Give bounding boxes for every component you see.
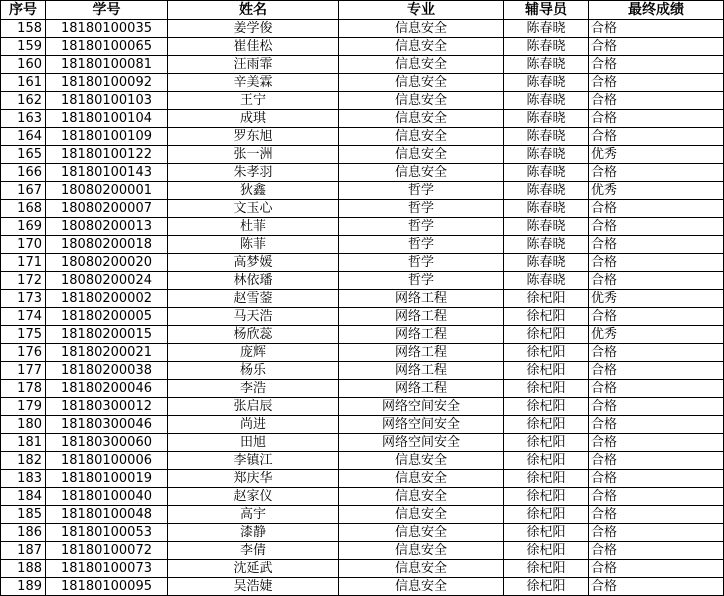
student-id-cell[interactable]: 18180100073 [46,560,168,578]
table-row [1,146,724,164]
student-name-cell[interactable]: 杨欣蕊 [168,326,339,344]
student-id-cell[interactable]: 18180200002 [46,290,168,308]
student-name-cell[interactable]: 文玉心 [168,200,339,218]
advisor-cell[interactable]: 徐杞阳 [504,434,589,452]
major-cell[interactable]: 哲学 [339,254,504,272]
table-row [1,488,724,506]
student-name-cell[interactable]: 罗东旭 [168,128,339,146]
final-grade-cell[interactable]: 合格 [589,272,724,290]
row-index-cell[interactable]: 168 [1,200,46,218]
student-name-cell[interactable]: 成琪 [168,110,339,128]
advisor-cell[interactable]: 徐杞阳 [504,506,589,524]
major-cell[interactable]: 信息安全 [339,560,504,578]
major-cell[interactable]: 信息安全 [339,56,504,74]
advisor-cell[interactable]: 徐杞阳 [504,542,589,560]
table-row [1,524,724,542]
row-index-cell[interactable]: 169 [1,218,46,236]
final-grade-cell[interactable]: 合格 [589,362,724,380]
advisor-cell[interactable]: 徐杞阳 [504,470,589,488]
advisor-cell[interactable]: 陈春晓 [504,74,589,92]
advisor-cell[interactable]: 陈春晓 [504,20,589,38]
final-grade-cell[interactable]: 优秀 [589,146,724,164]
major-cell[interactable]: 信息安全 [339,506,504,524]
major-cell[interactable]: 信息安全 [339,20,504,38]
row-index-cell[interactable]: 172 [1,272,46,290]
student-id-cell[interactable]: 18180200021 [46,344,168,362]
student-id-cell[interactable]: 18180100103 [46,92,168,110]
student-id-cell[interactable]: 18180100109 [46,128,168,146]
table-body [1,20,724,596]
row-index-cell[interactable]: 174 [1,308,46,326]
advisor-cell[interactable]: 陈春晓 [504,128,589,146]
major-cell[interactable]: 网络工程 [339,380,504,398]
student-name-cell[interactable]: 沈延武 [168,560,339,578]
row-index-cell[interactable]: 189 [1,578,46,596]
student-id-cell[interactable]: 18080200013 [46,218,168,236]
student-name-cell[interactable]: 李浩 [168,380,339,398]
major-cell[interactable]: 信息安全 [339,92,504,110]
header-student-id: 学号 [46,1,168,20]
student-id-cell[interactable]: 18180300046 [46,416,168,434]
table-row [1,380,724,398]
final-grade-cell[interactable]: 合格 [589,506,724,524]
table-row [1,74,724,92]
advisor-cell[interactable]: 徐杞阳 [504,362,589,380]
row-index-cell[interactable]: 161 [1,74,46,92]
major-cell[interactable]: 信息安全 [339,578,504,596]
student-id-cell[interactable]: 18180100072 [46,542,168,560]
student-name-cell[interactable]: 田旭 [168,434,339,452]
student-id-cell[interactable]: 18180100019 [46,470,168,488]
row-index-cell[interactable]: 177 [1,362,46,380]
major-cell[interactable]: 信息安全 [339,488,504,506]
advisor-cell[interactable]: 陈春晓 [504,110,589,128]
final-grade-cell[interactable]: 合格 [589,200,724,218]
final-grade-cell[interactable]: 合格 [589,20,724,38]
student-name-cell[interactable]: 朱孝羽 [168,164,339,182]
student-id-cell[interactable]: 18080200001 [46,182,168,200]
student-name-cell[interactable]: 张启辰 [168,398,339,416]
advisor-cell[interactable]: 陈春晓 [504,218,589,236]
major-cell[interactable]: 信息安全 [339,470,504,488]
table-row [1,452,724,470]
student-name-cell[interactable]: 杨乐 [168,362,339,380]
table-row [1,38,724,56]
final-grade-cell[interactable]: 合格 [589,578,724,596]
major-cell[interactable]: 哲学 [339,218,504,236]
advisor-cell[interactable]: 陈春晓 [504,56,589,74]
row-index-cell[interactable]: 180 [1,416,46,434]
student-id-cell[interactable]: 18080200018 [46,236,168,254]
student-name-cell[interactable]: 赵家仪 [168,488,339,506]
major-cell[interactable]: 哲学 [339,200,504,218]
major-cell[interactable]: 信息安全 [339,128,504,146]
table-row [1,200,724,218]
final-grade-cell[interactable]: 合格 [589,452,724,470]
row-index-cell[interactable]: 182 [1,452,46,470]
student-name-cell[interactable]: 李倩 [168,542,339,560]
final-grade-cell[interactable]: 合格 [589,524,724,542]
row-index-cell[interactable]: 183 [1,470,46,488]
advisor-cell[interactable]: 陈春晓 [504,182,589,200]
student-name-cell[interactable]: 辛美霖 [168,74,339,92]
final-grade-cell[interactable]: 合格 [589,128,724,146]
student-id-cell[interactable]: 18180100081 [46,56,168,74]
student-name-cell[interactable]: 马天浩 [168,308,339,326]
student-name-cell[interactable]: 张一洲 [168,146,339,164]
student-name-cell[interactable]: 林依璠 [168,272,339,290]
major-cell[interactable]: 网络空间安全 [339,434,504,452]
advisor-cell[interactable]: 陈春晓 [504,146,589,164]
header-major: 专业 [339,1,504,20]
table-row [1,398,724,416]
table-row [1,56,724,74]
student-id-cell[interactable]: 18180300060 [46,434,168,452]
student-name-cell[interactable]: 赵雪蓥 [168,290,339,308]
table-row [1,434,724,452]
student-id-cell[interactable]: 18180100053 [46,524,168,542]
final-grade-cell[interactable]: 合格 [589,560,724,578]
row-index-cell[interactable]: 167 [1,182,46,200]
student-name-cell[interactable]: 高梦媛 [168,254,339,272]
advisor-cell[interactable]: 徐杞阳 [504,380,589,398]
row-index-cell[interactable]: 162 [1,92,46,110]
student-name-cell[interactable]: 王宁 [168,92,339,110]
row-index-cell[interactable]: 165 [1,146,46,164]
final-grade-cell[interactable]: 合格 [589,74,724,92]
student-name-cell[interactable]: 郑庆华 [168,470,339,488]
major-cell[interactable]: 网络工程 [339,290,504,308]
advisor-cell[interactable]: 徐杞阳 [504,290,589,308]
advisor-cell[interactable]: 徐杞阳 [504,416,589,434]
student-id-cell[interactable]: 18180100040 [46,488,168,506]
major-cell[interactable]: 哲学 [339,236,504,254]
student-id-cell[interactable]: 18180200038 [46,362,168,380]
row-index-cell[interactable]: 166 [1,164,46,182]
advisor-cell[interactable]: 陈春晓 [504,200,589,218]
student-name-cell[interactable]: 杜菲 [168,218,339,236]
row-index-cell[interactable]: 160 [1,56,46,74]
final-grade-cell[interactable]: 合格 [589,308,724,326]
row-index-cell[interactable]: 185 [1,506,46,524]
student-id-cell[interactable]: 18180200005 [46,308,168,326]
row-index-cell[interactable]: 186 [1,524,46,542]
major-cell[interactable]: 网络工程 [339,308,504,326]
major-cell[interactable]: 信息安全 [339,164,504,182]
final-grade-cell[interactable]: 合格 [589,416,724,434]
header-name: 姓名 [168,1,339,20]
advisor-cell[interactable]: 徐杞阳 [504,488,589,506]
major-cell[interactable]: 信息安全 [339,524,504,542]
advisor-cell[interactable]: 徐杞阳 [504,560,589,578]
student-name-cell[interactable]: 漆静 [168,524,339,542]
student-name-cell[interactable]: 陈菲 [168,236,339,254]
student-id-cell[interactable]: 18080200020 [46,254,168,272]
advisor-cell[interactable]: 徐杞阳 [504,308,589,326]
table-row [1,254,724,272]
final-grade-cell[interactable]: 合格 [589,488,724,506]
student-name-cell[interactable]: 吴浩婕 [168,578,339,596]
student-name-cell[interactable]: 尚进 [168,416,339,434]
major-cell[interactable]: 信息安全 [339,452,504,470]
advisor-cell[interactable]: 徐杞阳 [504,578,589,596]
row-index-cell[interactable]: 159 [1,38,46,56]
major-cell[interactable]: 信息安全 [339,74,504,92]
table-row [1,182,724,200]
row-index-cell[interactable]: 179 [1,398,46,416]
major-cell[interactable]: 网络工程 [339,362,504,380]
row-index-cell[interactable]: 181 [1,434,46,452]
major-cell[interactable]: 信息安全 [339,146,504,164]
student-id-cell[interactable]: 18180100065 [46,38,168,56]
row-index-cell[interactable]: 187 [1,542,46,560]
row-index-cell[interactable]: 173 [1,290,46,308]
student-id-cell[interactable]: 18180300012 [46,398,168,416]
advisor-cell[interactable]: 徐杞阳 [504,344,589,362]
student-id-cell[interactable]: 18180100006 [46,452,168,470]
student-id-cell[interactable]: 18080200007 [46,200,168,218]
final-grade-cell[interactable]: 合格 [589,110,724,128]
major-cell[interactable]: 信息安全 [339,542,504,560]
final-grade-cell[interactable]: 合格 [589,56,724,74]
row-index-cell[interactable]: 170 [1,236,46,254]
table-row [1,308,724,326]
major-cell[interactable]: 网络空间安全 [339,416,504,434]
final-grade-cell[interactable]: 合格 [589,254,724,272]
table-row [1,362,724,380]
major-cell[interactable]: 信息安全 [339,110,504,128]
final-grade-cell[interactable]: 合格 [589,236,724,254]
final-grade-cell[interactable]: 合格 [589,380,724,398]
table-row [1,506,724,524]
final-grade-cell[interactable]: 合格 [589,398,724,416]
final-grade-cell[interactable]: 合格 [589,434,724,452]
student-name-cell[interactable]: 狄鑫 [168,182,339,200]
student-id-cell[interactable]: 18180100048 [46,506,168,524]
header-row [1,1,724,20]
student-name-cell[interactable]: 姜学俊 [168,20,339,38]
advisor-cell[interactable]: 徐杞阳 [504,452,589,470]
student-name-cell[interactable]: 高宇 [168,506,339,524]
final-grade-cell[interactable]: 合格 [589,470,724,488]
major-cell[interactable]: 哲学 [339,272,504,290]
advisor-cell[interactable]: 徐杞阳 [504,524,589,542]
student-id-cell[interactable]: 18180200046 [46,380,168,398]
advisor-cell[interactable]: 陈春晓 [504,254,589,272]
final-grade-cell[interactable]: 合格 [589,164,724,182]
final-grade-cell[interactable]: 合格 [589,38,724,56]
table-row [1,290,724,308]
table-row [1,110,724,128]
table-row [1,326,724,344]
student-id-cell[interactable]: 18180100035 [46,20,168,38]
student-id-cell[interactable]: 18180100092 [46,74,168,92]
table-row [1,470,724,488]
major-cell[interactable]: 网络工程 [339,326,504,344]
student-id-cell[interactable]: 18180100122 [46,146,168,164]
major-cell[interactable]: 网络工程 [339,344,504,362]
student-id-cell[interactable]: 18180200015 [46,326,168,344]
row-index-cell[interactable]: 163 [1,110,46,128]
advisor-cell[interactable]: 陈春晓 [504,164,589,182]
student-name-cell[interactable]: 汪雨霏 [168,56,339,74]
row-index-cell[interactable]: 158 [1,20,46,38]
row-index-cell[interactable]: 178 [1,380,46,398]
student-name-cell[interactable]: 庞辉 [168,344,339,362]
student-name-cell[interactable]: 李镇江 [168,452,339,470]
final-grade-cell[interactable]: 优秀 [589,326,724,344]
row-index-cell[interactable]: 176 [1,344,46,362]
table-row [1,164,724,182]
student-id-cell[interactable]: 18180100143 [46,164,168,182]
header-final-grade: 最终成绩 [589,1,724,20]
row-index-cell[interactable]: 171 [1,254,46,272]
advisor-cell[interactable]: 徐杞阳 [504,398,589,416]
final-grade-cell[interactable]: 优秀 [589,290,724,308]
advisor-cell[interactable]: 陈春晓 [504,92,589,110]
student-name-cell[interactable]: 崔佳松 [168,38,339,56]
row-index-cell[interactable]: 164 [1,128,46,146]
table-row [1,542,724,560]
header-advisor: 辅导员 [504,1,589,20]
student-id-cell[interactable]: 18180100104 [46,110,168,128]
advisor-cell[interactable]: 陈春晓 [504,272,589,290]
advisor-cell[interactable]: 陈春晓 [504,236,589,254]
major-cell[interactable]: 网络空间安全 [339,398,504,416]
row-index-cell[interactable]: 175 [1,326,46,344]
table-row [1,218,724,236]
student-id-cell[interactable]: 18180100095 [46,578,168,596]
advisor-cell[interactable]: 陈春晓 [504,38,589,56]
table-row [1,92,724,110]
final-grade-cell[interactable]: 合格 [589,542,724,560]
final-grade-cell[interactable]: 合格 [589,344,724,362]
table-row [1,236,724,254]
table-row [1,344,724,362]
row-index-cell[interactable]: 184 [1,488,46,506]
table-row [1,128,724,146]
header-index: 序号 [1,1,46,20]
advisor-cell[interactable]: 徐杞阳 [504,326,589,344]
table-row [1,560,724,578]
table-row [1,416,724,434]
major-cell[interactable]: 信息安全 [339,38,504,56]
major-cell[interactable]: 哲学 [339,182,504,200]
student-id-cell[interactable]: 18080200024 [46,272,168,290]
final-grade-cell[interactable]: 合格 [589,218,724,236]
table-row [1,272,724,290]
final-grade-cell[interactable]: 优秀 [589,182,724,200]
table-row [1,20,724,38]
final-grade-cell[interactable]: 合格 [589,92,724,110]
row-index-cell[interactable]: 188 [1,560,46,578]
